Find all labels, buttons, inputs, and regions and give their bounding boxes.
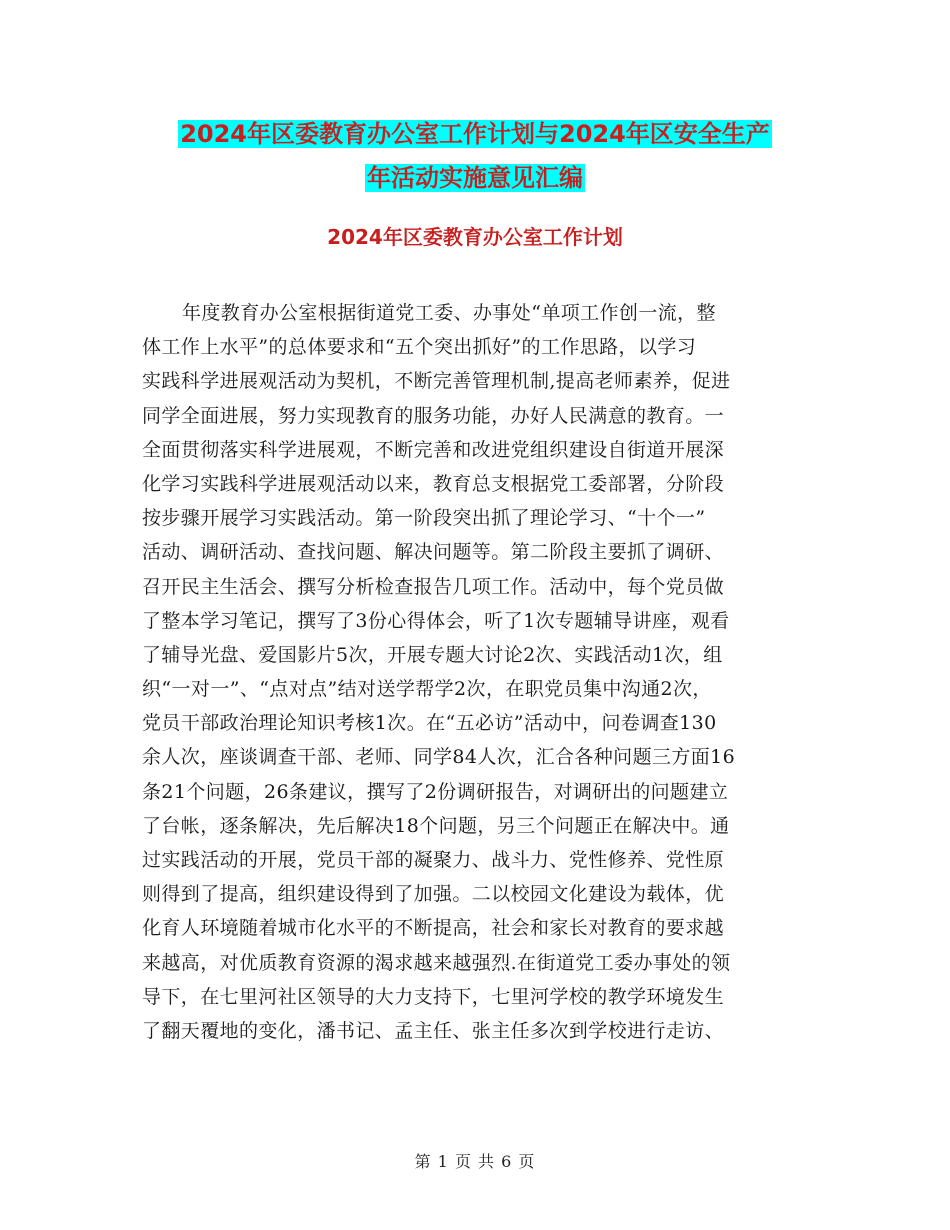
document-title xyxy=(0,112,950,200)
paragraph-line: 化学习实践科学进展观活动以来，教育总支根据党工委部署，分阶段 xyxy=(142,472,725,495)
paragraph-line: 织“一对一”、“点对点”结对送学帮学2次，在职党员集中沟通2次， xyxy=(142,678,712,701)
paragraph-line: 了翻天覆地的变化，潘书记、孟主任、张主任多次到学校进行走访、 xyxy=(142,1019,725,1042)
paragraph-line: 余人次，座谈调查干部、老师、同学84人次，汇合各种问题三方面16 xyxy=(142,746,736,769)
paragraph-line: 化育人环境随着城市化水平的不断提高，社会和家长对教育的要求越 xyxy=(142,917,725,940)
paragraph-line: 条21个问题，26条建议，撰写了2份调研报告，对调研出的问题建立 xyxy=(142,780,729,803)
paragraph-line: 活动、调研活动、查找问题、解决问题等。第二阶段主要抓了调研、 xyxy=(142,541,725,564)
paragraph-line: 了台帐，逐条解决，先后解决18个问题，另三个问题正在解决中。通 xyxy=(142,814,730,837)
paragraph-line: 党员干部政治理论知识考核1次。在“五必访”活动中，问卷调查130 xyxy=(142,712,717,735)
paragraph-line: 了辅导光盘、爱国影片5次，开展专题大讨论2次、实践活动1次，组 xyxy=(142,643,723,666)
paragraph-line: 全面贯彻落实科学进展观，不断完善和改进党组织建设自街道开展深 xyxy=(142,438,725,461)
paragraph-line: 年度教育办公室根据街道党工委、办事处“单项工作创一流，整 xyxy=(182,302,716,324)
paragraph-line: 实践科学进展观活动为契机，不断完善管理机制,提高老师素养，促进 xyxy=(142,370,731,393)
paragraph-line: 体工作上水平”的总体要求和“五个突出抓好”的工作思路，以学习 xyxy=(142,336,697,359)
body-paragraph xyxy=(142,296,842,1048)
title-line-1: 2024年区委教育办公室工作计划与2024年区安全生产 xyxy=(180,120,770,148)
section-title: 2024年区委教育办公室工作计划 xyxy=(327,225,623,249)
paragraph-line: 按步骤开展学习实践活动。第一阶段突出抓了理论学习、“十个一” xyxy=(142,507,706,530)
paragraph-line: 召开民主生活会、撰写分析检查报告几项工作。活动中，每个党员做 xyxy=(142,575,725,598)
paragraph-line: 导下，在七里河社区领导的大力支持下，七里河学校的教学环境发生 xyxy=(142,985,725,1008)
paragraph-line: 来越高，对优质教育资源的渴求越来越强烈.在街道党工委办事处的领 xyxy=(142,951,731,974)
paragraph-line: 了整本学习笔记，撰写了3份心得体会，听了1次专题辅导讲座，观看 xyxy=(142,609,730,632)
paragraph-line: 过实践活动的开展，党员干部的凝聚力、战斗力、党性修养、党性原 xyxy=(142,849,725,871)
paragraph-line: 同学全面进展，努力实现教育的服务功能，办好人民满意的教育。一 xyxy=(142,404,725,427)
title-line-2: 年活动实施意见汇编 xyxy=(367,164,583,192)
page-footer: 第 1 页 共 6 页 xyxy=(414,1152,536,1171)
paragraph-line: 则得到了提高，组织建设得到了加强。二以校园文化建设为载体，优 xyxy=(142,883,725,906)
